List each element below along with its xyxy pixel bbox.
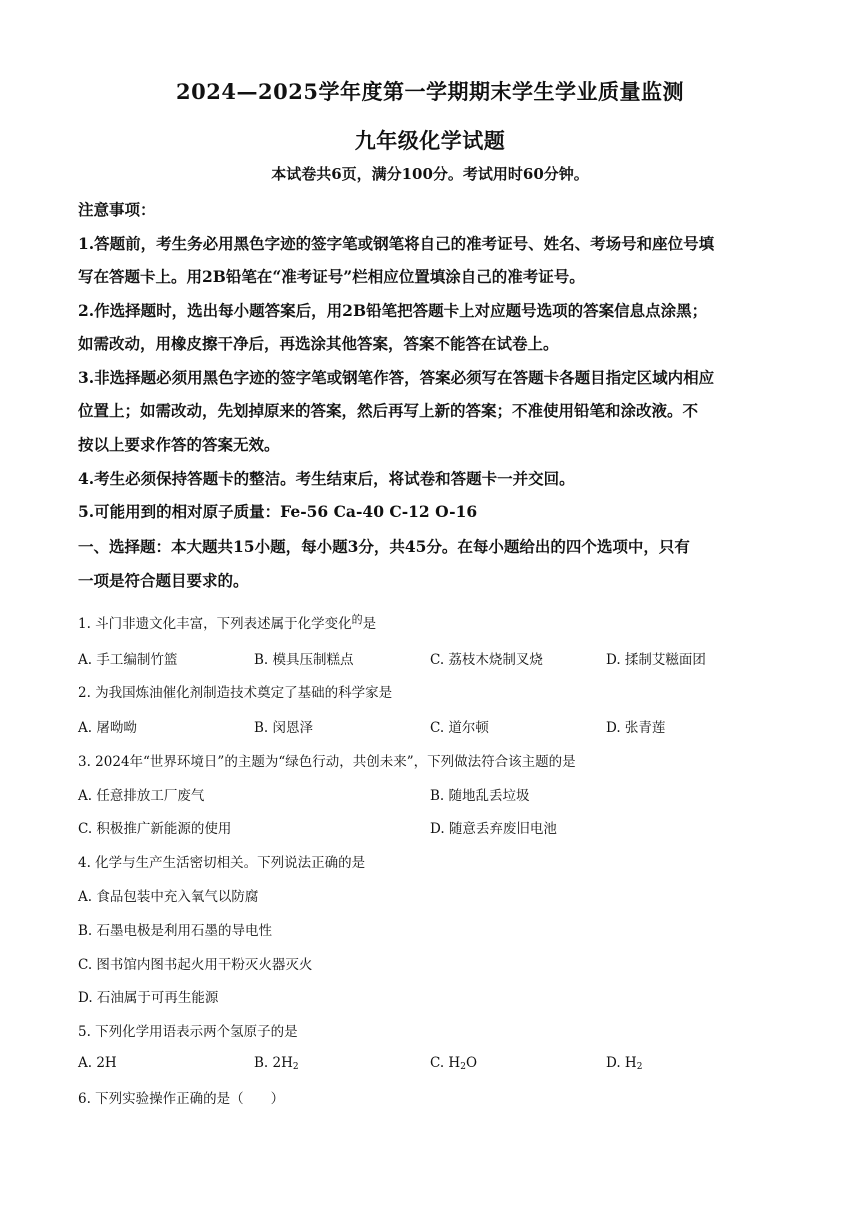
question-1-option-c: C. 荔枝木烧制叉烧 <box>430 652 543 668</box>
question-1-stem: 1. 斗门非遗文化丰富，下列表述属于化学变化$^的$是 <box>78 613 377 632</box>
question-1-option-a: A. 手工编制竹篮 <box>78 652 178 668</box>
question-2-stem: 2. 为我国炼油催化剂制造技术奠定了基础的科学家是 <box>78 685 393 701</box>
exam-info: 本试卷共6页，满分100分。考试用时60分钟。 <box>271 165 589 183</box>
question-4-option-d: D. 石油属于可再生能源 <box>78 990 219 1006</box>
question-2-option-a: A. 屠呦呦 <box>78 720 137 736</box>
question-6-stem: 6. 下列实验操作正确的是（ ） <box>78 1091 285 1107</box>
question-4-stem: 4. 化学与生产生活密切相关。下列说法正确的是 <box>78 855 366 871</box>
question-4-option-c: C. 图书馆内图书起火用干粉灭火器灭火 <box>78 957 313 973</box>
question-1-option-d: D. 揉制艾糍面团 <box>606 652 706 668</box>
notice-line: 写在答题卡上。用2B铅笔在“准考证号”栏相应位置填涂自己的准考证号。 <box>78 267 585 286</box>
question-5-option-b: B. $2H_2$ <box>254 1055 299 1072</box>
notice-line: 位置上；如需改动，先划掉原来的答案，然后再写上新的答案；不准使用铅笔和涂改液。不 <box>78 401 699 420</box>
question-2-option-c: C. 道尔顿 <box>430 720 489 736</box>
question-3-option-c: C. 积极推广新能源的使用 <box>78 821 232 837</box>
notice-line: 2.作选择题时，选出每小题答案后，用2B铅笔把答题卡上对应题号选项的答案信息点涂黑； <box>78 301 708 320</box>
notice-line: 3.非选择题必须用黑色字迹的签字笔或钢笔作答，答案必须写在答题卡各题目指定区域内相应 <box>78 368 715 387</box>
question-3-option-b: B. 随地乱丢垃圾 <box>430 788 530 804</box>
question-5-stem: 5. 下列化学用语表示两个氢原子的是 <box>78 1024 298 1040</box>
section-heading: 一、选择题：本大题共15小题，每小题3分，共45分。在每小题给出的四个选项中，只有 <box>78 537 690 556</box>
question-2-option-d: D. 张青莲 <box>606 720 666 736</box>
question-1-option-b: B. 模具压制糕点 <box>254 652 354 668</box>
notice-line: 5.可能用到的相对原子质量：Fe-56 Ca-40 C-12 O-16 <box>78 502 478 521</box>
section-heading-cont: 一项是符合题目要求的。 <box>78 571 249 590</box>
question-5-option-a: A. 2H <box>78 1055 117 1071</box>
question-3-option-d: D. 随意丢弃废旧电池 <box>430 821 557 837</box>
notice-line: 4.考生必须保持答题卡的整洁。考生结束后，将试卷和答题卡一并交回。 <box>78 469 575 488</box>
exam-title: 2024—2025学年度第一学期期末学生学业质量监测 <box>176 79 684 104</box>
notice-line: 如需改动，用橡皮擦干净后，再选涂其他答案，答案不能答在试卷上。 <box>78 334 559 353</box>
notice-heading: 注意事项： <box>78 200 156 219</box>
notice-line: 1.答题前，考生务必用黑色字迹的签字笔或钢笔将自己的准考证号、姓名、考场号和座位号填 <box>78 234 715 253</box>
question-5-option-c: C. $H_2O$ <box>430 1055 478 1072</box>
question-5-option-d: D. $H_2$ <box>606 1055 643 1072</box>
question-4-option-a: A. 食品包装中充入氧气以防腐 <box>78 889 259 905</box>
exam-subtitle: 九年级化学试题 <box>354 128 506 153</box>
question-4-option-b: B. 石墨电极是利用石墨的导电性 <box>78 923 273 939</box>
question-3-stem: 3. 2024年“世界环境日”的主题为“绿色行动，共创未来”，下列做法符合该主题的是 <box>78 754 576 770</box>
notice-line: 按以上要求作答的答案无效。 <box>78 435 280 454</box>
question-2-option-b: B. 闵恩泽 <box>254 720 314 736</box>
question-3-option-a: A. 任意排放工厂废气 <box>78 788 205 804</box>
